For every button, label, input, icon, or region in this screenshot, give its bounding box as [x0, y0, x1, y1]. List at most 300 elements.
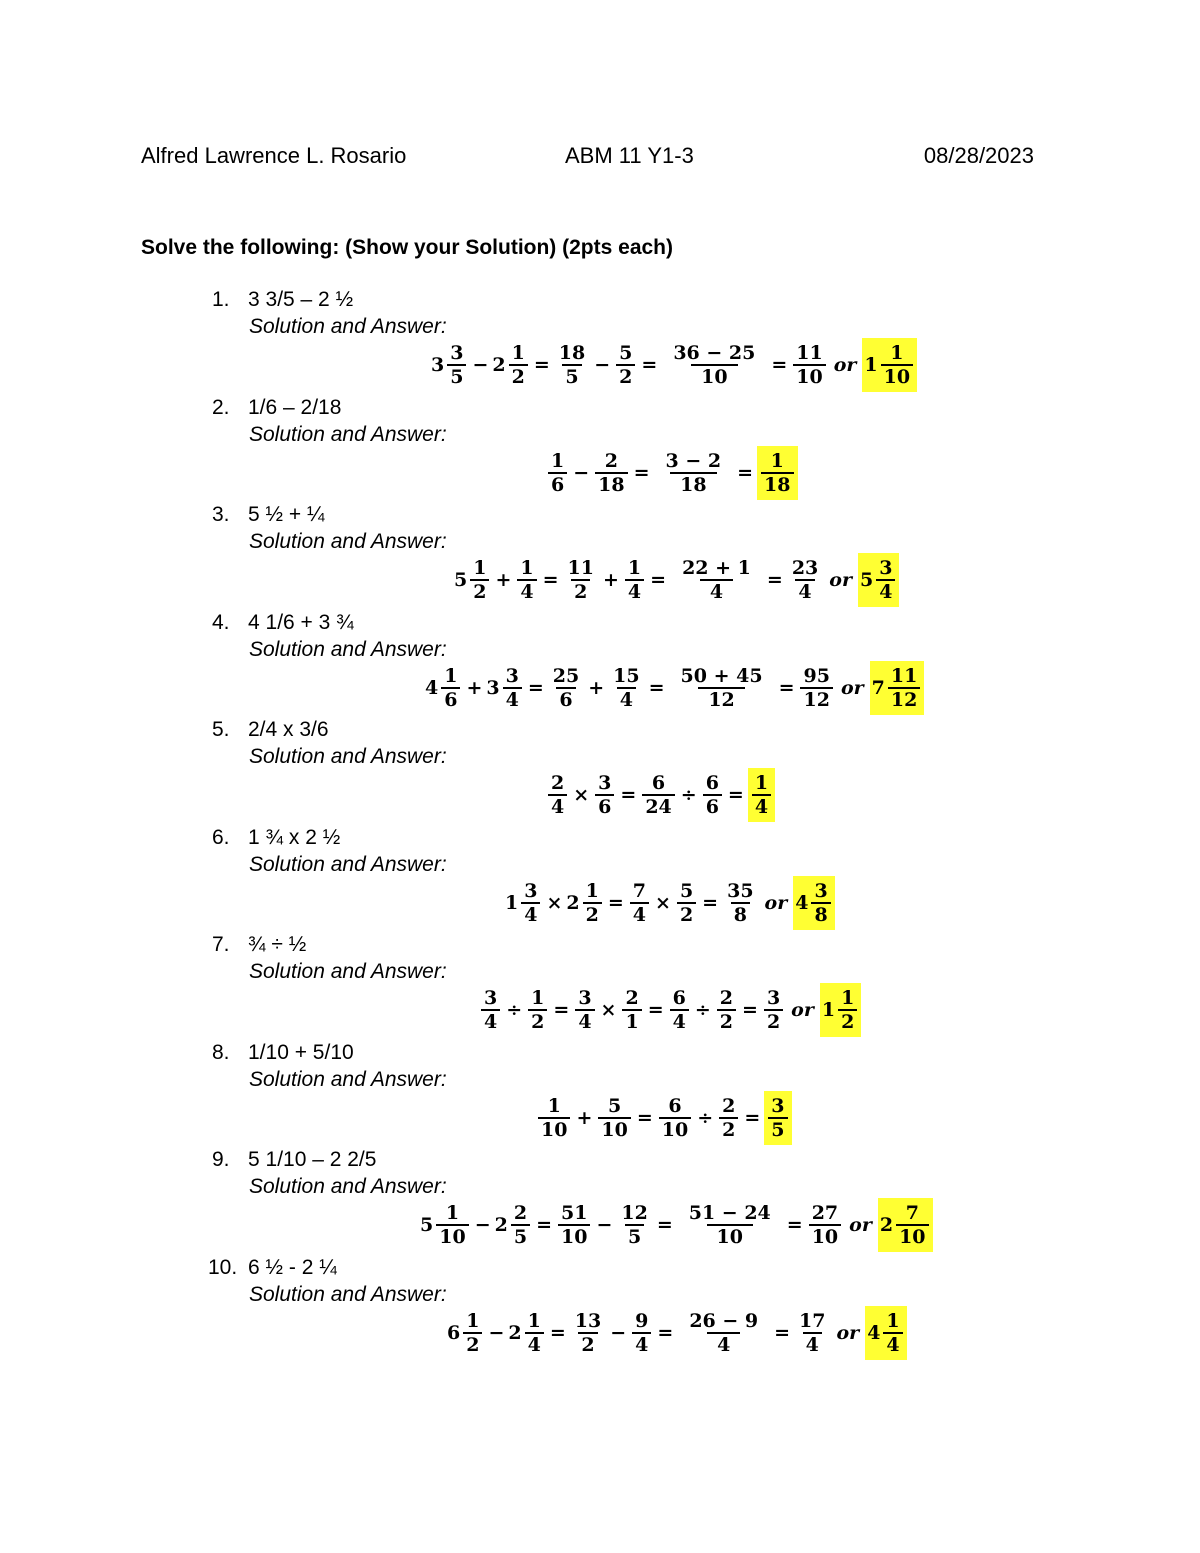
final-answer — [793, 876, 834, 930]
problem-item — [0, 287, 1200, 391]
fraction — [536, 1095, 572, 1141]
denominator: 5 — [562, 364, 581, 388]
numerator: 1 — [527, 1309, 541, 1332]
problem-number: 7. — [212, 933, 230, 956]
student-name: Alfred Lawrence L. Rosario — [141, 143, 407, 168]
denominator: 4 — [517, 579, 536, 603]
problem-item — [0, 825, 1200, 929]
fraction-stack — [654, 450, 734, 496]
operator: = — [633, 461, 650, 484]
fraction-stack — [881, 1310, 904, 1356]
fraction-stack — [722, 880, 758, 926]
denominator: 1 — [622, 1009, 641, 1033]
solution-label: Solution and Answer: — [249, 315, 447, 338]
or-word: or — [840, 676, 864, 699]
numerator: 18 — [558, 342, 586, 364]
numerator: 1 — [444, 664, 458, 687]
denominator: 18 — [670, 472, 716, 496]
operator: + — [576, 1106, 593, 1129]
numerator: 1 — [890, 342, 904, 364]
numerator: 15 — [613, 664, 640, 687]
problem-number: 5. — [212, 718, 230, 741]
denominator: 4 — [525, 1332, 544, 1356]
operator: − — [594, 354, 611, 376]
fraction-stack — [581, 880, 604, 926]
denominator: 8 — [811, 902, 830, 926]
fraction — [675, 880, 698, 926]
denominator: 4 — [625, 579, 644, 603]
numerator: 51 — [561, 1202, 588, 1224]
numerator: 50 + 45 — [680, 664, 763, 687]
denominator: 10 — [436, 1224, 468, 1248]
numerator: 1 — [770, 449, 784, 472]
numerator: 3 — [598, 772, 612, 794]
problem-number: 8. — [212, 1040, 230, 1064]
fraction-stack — [809, 880, 832, 926]
fraction — [620, 987, 643, 1033]
fraction-stack — [661, 342, 767, 388]
problem-item — [0, 717, 1200, 821]
problem-number: 6. — [212, 825, 230, 849]
whole-part: 7 — [871, 676, 885, 699]
operator: = — [778, 676, 795, 699]
denominator: 10 — [881, 364, 913, 388]
denominator: 10 — [659, 1117, 691, 1141]
denominator: 4 — [632, 1332, 651, 1356]
denominator: 4 — [803, 1332, 822, 1356]
numerator: 1 — [886, 1309, 900, 1332]
numerator: 3 — [814, 879, 828, 902]
final-answer — [870, 661, 925, 715]
denominator: 2 — [677, 902, 696, 926]
denominator: 6 — [595, 794, 614, 818]
mixed-number — [505, 880, 542, 926]
numerator: 2 — [625, 987, 639, 1009]
operator: = — [771, 354, 788, 376]
denominator: 6 — [703, 794, 722, 818]
fraction-stack — [669, 665, 775, 711]
fraction — [623, 557, 646, 603]
fraction-stack — [593, 450, 629, 496]
solution-label: Solution and Answer: — [249, 1175, 447, 1198]
operator: = — [620, 784, 637, 806]
problem-number: 10. — [208, 1255, 238, 1279]
fraction-stack — [608, 665, 644, 711]
fraction-stack — [515, 557, 538, 603]
denominator: 4 — [700, 579, 733, 603]
whole-part: 1 — [505, 891, 519, 914]
fraction-stack — [836, 987, 859, 1033]
or-word: or — [764, 891, 788, 914]
fraction-stack — [479, 987, 502, 1033]
solution-equation — [0, 660, 1200, 716]
denominator: 6 — [548, 472, 567, 496]
fraction — [573, 987, 596, 1033]
operator: × — [573, 784, 590, 806]
fraction — [669, 665, 775, 711]
denominator: 6 — [556, 687, 575, 711]
fraction — [677, 1310, 770, 1356]
operator: = — [702, 891, 719, 914]
mixed-number — [508, 1310, 545, 1356]
fraction-stack — [434, 1202, 470, 1248]
numerator: 11 — [796, 342, 823, 364]
problem-number: 3. — [212, 503, 230, 526]
fraction-stack — [536, 1095, 572, 1141]
numerator: 95 — [803, 664, 830, 687]
problem-question: 3 3/5 – 2 ½ — [248, 288, 354, 311]
fraction — [791, 342, 827, 388]
operator: − — [610, 1321, 627, 1344]
numerator: 6 — [705, 772, 719, 794]
fraction — [677, 1202, 783, 1248]
operator: = — [656, 1214, 673, 1236]
solution-equation — [0, 337, 1200, 393]
numerator: 1 — [531, 987, 545, 1009]
numerator: 27 — [811, 1202, 839, 1224]
denominator: 5 — [768, 1117, 787, 1141]
denominator: 10 — [707, 1224, 753, 1248]
fraction — [526, 987, 549, 1033]
fraction — [548, 665, 584, 711]
final-answer — [820, 983, 861, 1037]
numerator: 7 — [905, 1202, 919, 1224]
problem-question: 5 1/10 – 2 2/5 — [248, 1148, 377, 1171]
fraction-stack — [657, 1095, 693, 1141]
fraction — [807, 1202, 843, 1248]
fraction-stack — [523, 1310, 546, 1356]
numerator: 5 — [607, 1094, 622, 1117]
fraction-stack — [675, 880, 698, 926]
fraction — [657, 1095, 693, 1141]
denominator: 4 — [481, 1009, 500, 1033]
mixed-number — [425, 665, 462, 711]
operator: = — [607, 891, 624, 914]
mixed-number — [492, 342, 529, 388]
numerator: 1 — [466, 1309, 480, 1332]
fraction — [556, 1202, 592, 1248]
numerator: 1 — [585, 879, 599, 902]
operator: = — [657, 1321, 674, 1344]
whole-part: 3 — [431, 354, 445, 376]
fraction — [546, 450, 569, 496]
operator: + — [495, 569, 512, 591]
or-word: or — [836, 1321, 860, 1344]
fraction — [798, 665, 834, 711]
mixed-number — [454, 557, 491, 603]
fraction — [593, 772, 616, 818]
whole-part: 4 — [425, 676, 439, 699]
mixed-number — [447, 1310, 484, 1356]
operator: × — [655, 891, 671, 914]
numerator: 11 — [567, 557, 594, 579]
fraction-stack — [766, 1095, 789, 1141]
denominator: 4 — [752, 794, 771, 818]
denominator: 10 — [809, 1224, 841, 1248]
denominator: 2 — [571, 579, 590, 603]
denominator: 10 — [598, 1117, 630, 1141]
fraction-stack — [614, 342, 637, 388]
fraction-stack — [596, 1095, 632, 1141]
problem-number: 1. — [212, 288, 230, 311]
operator: ÷ — [697, 1106, 714, 1129]
fraction — [654, 450, 734, 496]
problem-item — [0, 395, 1200, 499]
fraction-stack — [570, 1310, 606, 1356]
fraction-stack — [668, 987, 691, 1033]
fraction-stack — [630, 1310, 653, 1356]
fraction — [515, 557, 538, 603]
fraction-stack — [879, 342, 915, 388]
whole-part: 4 — [795, 891, 809, 914]
problem-question: ¾ ÷ ½ — [248, 933, 307, 956]
numerator: 36 − 25 — [673, 342, 756, 364]
denominator: 10 — [691, 364, 737, 388]
operator: = — [542, 569, 559, 591]
fraction — [787, 557, 823, 603]
whole-part: 6 — [447, 1321, 461, 1344]
fraction-stack — [894, 1202, 930, 1248]
fraction — [479, 987, 502, 1033]
denominator: 4 — [521, 902, 540, 926]
problem-item — [0, 1040, 1200, 1144]
fraction-stack — [798, 665, 834, 711]
problem-number: 4. — [212, 610, 230, 634]
numerator: 3 — [505, 664, 519, 687]
numerator: 22 + 1 — [682, 557, 751, 579]
numerator: 25 — [552, 664, 580, 687]
fraction-stack — [461, 1310, 484, 1356]
operator: = — [647, 999, 664, 1021]
numerator: 13 — [574, 1309, 602, 1332]
fraction-stack — [701, 772, 724, 818]
problem-item — [0, 1255, 1200, 1359]
operator: = — [553, 999, 570, 1021]
numerator: 2 — [722, 1094, 736, 1117]
denominator: 2 — [717, 1009, 736, 1033]
solution-label: Solution and Answer: — [249, 1282, 447, 1306]
fraction-stack — [628, 880, 651, 926]
problem-item — [0, 1147, 1200, 1251]
denominator: 6 — [441, 687, 460, 711]
solution-label: Solution and Answer: — [249, 852, 447, 876]
denominator: 4 — [630, 902, 649, 926]
fraction-stack — [874, 557, 897, 603]
denominator: 4 — [617, 687, 636, 711]
fraction-stack — [717, 1095, 740, 1141]
problem-question: 4 1/6 + 3 ¾ — [248, 610, 354, 634]
operator: + — [603, 569, 619, 591]
problem-question: 5 ½ + ¼ — [248, 503, 325, 526]
denominator: 4 — [883, 1332, 902, 1356]
fraction-stack — [807, 1202, 843, 1248]
numerator: 3 — [450, 342, 464, 364]
numerator: 9 — [635, 1309, 649, 1332]
denominator: 10 — [558, 1224, 590, 1248]
denominator: 2 — [583, 902, 602, 926]
solution-equation — [0, 1090, 1200, 1146]
denominator: 2 — [470, 579, 489, 603]
denominator: 10 — [538, 1117, 570, 1141]
numerator: 51 − 24 — [688, 1202, 771, 1224]
operator: = — [636, 1106, 653, 1129]
operator: + — [588, 676, 605, 699]
denominator: 4 — [503, 687, 522, 711]
fraction-stack — [620, 987, 643, 1033]
whole-part: 5 — [859, 569, 874, 591]
fraction-stack — [554, 342, 590, 388]
whole-part: 3 — [486, 676, 500, 699]
whole-part: 2 — [508, 1321, 522, 1344]
denominator: 4 — [876, 579, 895, 603]
problem-question: 1/6 – 2/18 — [248, 395, 342, 419]
class-section: ABM 11 Y1-3 — [565, 143, 694, 168]
denominator: 5 — [447, 364, 466, 388]
fraction — [616, 1202, 652, 1248]
solution-equation — [0, 1197, 1200, 1253]
fraction — [628, 880, 651, 926]
problem-question: 2/4 x 3/6 — [248, 718, 329, 741]
solution-equation — [0, 445, 1200, 501]
fraction — [670, 557, 763, 603]
numerator: 3 − 2 — [665, 449, 722, 472]
denominator: 10 — [793, 364, 825, 388]
numerator: 3 — [879, 557, 893, 579]
whole-part: 5 — [420, 1214, 434, 1236]
mixed-number — [495, 1202, 532, 1248]
operator: ÷ — [680, 784, 697, 806]
mixed-number — [566, 880, 603, 926]
whole-part: 2 — [879, 1214, 894, 1236]
or-word: or — [849, 1214, 872, 1236]
whole-part: 1 — [864, 354, 878, 376]
fraction-stack — [593, 772, 616, 818]
solution-label: Solution and Answer: — [249, 422, 447, 446]
denominator: 2 — [463, 1332, 482, 1356]
fraction — [717, 1095, 740, 1141]
numerator: 1 — [627, 557, 642, 579]
numerator: 1 — [551, 449, 565, 472]
operator: + — [466, 676, 483, 699]
final-answer — [862, 338, 917, 392]
denominator: 2 — [764, 1009, 783, 1033]
solution-equation — [0, 982, 1200, 1038]
instructions: Solve the following: (Show your Solution) (2pts each) — [141, 236, 674, 259]
denominator: 12 — [698, 687, 744, 711]
final-answer — [748, 768, 775, 822]
numerator: 2 — [604, 449, 618, 472]
fraction-stack — [640, 772, 676, 818]
fraction — [546, 772, 569, 818]
fraction-stack — [573, 987, 596, 1033]
whole-part: 2 — [566, 891, 580, 914]
operator: = — [650, 569, 667, 591]
operator: × — [546, 891, 563, 914]
operator: ÷ — [506, 999, 523, 1021]
numerator: 6 — [672, 987, 686, 1009]
whole-part: 2 — [494, 1214, 508, 1236]
denominator: 2 — [509, 364, 528, 388]
fraction-stack — [548, 665, 584, 711]
solution-equation — [0, 552, 1200, 608]
numerator: 6 — [668, 1094, 682, 1117]
whole-part: 1 — [821, 999, 836, 1021]
solution-equation — [0, 767, 1200, 823]
numerator: 17 — [799, 1309, 826, 1332]
operator: × — [600, 999, 617, 1021]
fraction-stack — [759, 450, 795, 496]
operator: = — [766, 569, 783, 591]
numerator: 6 — [651, 772, 666, 794]
denominator: 12 — [888, 687, 920, 711]
fraction-stack — [762, 987, 785, 1033]
denominator: 4 — [575, 1009, 594, 1033]
fraction-stack — [445, 342, 468, 388]
mixed-number — [486, 665, 523, 711]
solution-label: Solution and Answer: — [249, 637, 447, 661]
solution-label: Solution and Answer: — [249, 1067, 447, 1091]
denominator: 2 — [578, 1332, 597, 1356]
denominator: 4 — [670, 1009, 689, 1033]
fraction-stack — [468, 557, 491, 603]
denominator: 8 — [731, 902, 750, 926]
denominator: 2 — [528, 1009, 547, 1033]
mixed-number — [420, 1202, 471, 1248]
denominator: 2 — [838, 1009, 857, 1033]
problem-question: 1/10 + 5/10 — [248, 1040, 354, 1064]
denominator: 2 — [616, 364, 635, 388]
fraction-stack — [546, 772, 569, 818]
numerator: 26 − 9 — [689, 1309, 759, 1332]
mixed-number — [431, 342, 468, 388]
fraction-stack — [519, 880, 542, 926]
numerator: 2 — [719, 987, 734, 1009]
solution-label: Solution and Answer: — [249, 960, 447, 983]
or-word: or — [791, 999, 814, 1021]
numerator: 3 — [524, 879, 538, 902]
fraction — [570, 1310, 606, 1356]
numerator: 23 — [791, 557, 819, 579]
problem-number: 9. — [212, 1148, 230, 1171]
denominator: 10 — [896, 1224, 928, 1248]
operator: = — [744, 1106, 761, 1129]
numerator: 2 — [551, 772, 565, 794]
fraction — [593, 450, 629, 496]
denominator: 4 — [548, 794, 567, 818]
fraction-stack — [556, 1202, 592, 1248]
fraction — [596, 1095, 632, 1141]
operator: ÷ — [694, 999, 711, 1021]
numerator: 3 — [766, 987, 781, 1009]
problem-item — [0, 610, 1200, 714]
operator: = — [742, 999, 758, 1021]
fraction — [668, 987, 691, 1033]
final-answer — [764, 1091, 791, 1145]
denominator: 18 — [595, 472, 627, 496]
numerator: 3 — [771, 1094, 785, 1117]
fraction-stack — [507, 342, 530, 388]
operator: = — [533, 354, 550, 376]
denominator: 5 — [511, 1224, 530, 1248]
fraction-stack — [501, 665, 524, 711]
numerator: 11 — [890, 664, 918, 687]
operator: = — [727, 784, 744, 806]
fraction — [701, 772, 724, 818]
problem-item — [0, 502, 1200, 606]
denominator: 2 — [719, 1117, 738, 1141]
fraction-stack — [623, 557, 646, 603]
operator: = — [549, 1321, 566, 1344]
